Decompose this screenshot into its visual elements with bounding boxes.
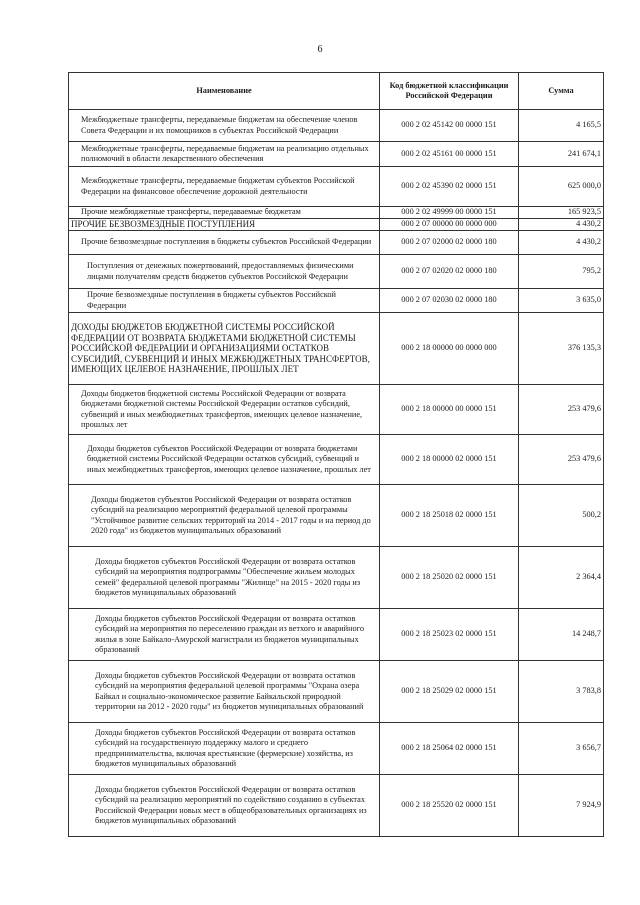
table-row [69,661,604,723]
table-row [69,775,604,837]
row-code: 000 2 18 25018 02 0000 151 [380,485,519,547]
row-code: 000 2 02 45161 00 0000 151 [380,142,519,167]
row-name: Прочие безвозмездные поступления в бюджеты субъектов Российской Федерации [69,231,380,255]
row-name: Прочие межбюджетные трансферты, передаваемые бюджетам [69,207,380,219]
row-sum: 253 479,6 [519,435,604,485]
table-row [69,313,604,385]
table-row [69,289,604,313]
row-sum: 500,2 [519,485,604,547]
row-sum: 4 430,2 [519,219,604,231]
row-code: 000 2 18 25520 02 0000 151 [380,775,519,837]
row-name: Поступления от денежных пожертвований, предоставляемых физическими лицами получателям средств бюджетов субъектов Российской Федерации [69,255,380,289]
row-code: 000 2 07 00000 00 0000 000 [380,219,519,231]
table-row [69,723,604,775]
row-name: Доходы бюджетов субъектов Российской Федерации от возврата остатков субсидий на мероприятия подпрограммы "Обеспечение жильем молодых семей" федеральной целевой программы "Жилище" на 2015 - 2020 годы из бюджетов муниципальных образований [69,547,380,609]
header-sum: Сумма [519,73,604,110]
header-name: Наименование [69,73,380,110]
row-name: Доходы бюджетов субъектов Российской Федерации от возврата остатков субсидий на реализацию мероприятий по содействию созданию в субъектах Российской Федерации новых мест в общеобразовательных организациях из бюджетов муниципальных образований [69,775,380,837]
row-sum: 4 165,5 [519,110,604,142]
table-row [69,207,604,219]
row-name: Межбюджетные трансферты, передаваемые бюджетам субъектов Российской Федерации на финансовое обеспечение дорожной деятельности [69,167,380,207]
row-code: 000 2 18 25029 02 0000 151 [380,661,519,723]
table-row [69,231,604,255]
row-sum: 7 924,9 [519,775,604,837]
row-name: Прочие безвозмездные поступления в бюджеты субъектов Российской Федерации [69,289,380,313]
table-row [69,435,604,485]
row-name: ПРОЧИЕ БЕЗВОЗМЕЗДНЫЕ ПОСТУПЛЕНИЯ [69,219,380,231]
row-name: Доходы бюджетов субъектов Российской Федерации от возврата остатков субсидий на реализацию мероприятий федеральной целевой программы "Устойчивое развитие сельских территорий на 2014 - 2017 годы и на период до 2020 года" из бюджетов муниципальных образований [69,485,380,547]
table-row [69,110,604,142]
row-code: 000 2 02 49999 00 0000 151 [380,207,519,219]
row-sum: 14 248,7 [519,609,604,661]
row-name: Межбюджетные трансферты, передаваемые бюджетам на обеспечение членов Совета Федерации и их помощников в субъектах Российской Федерации [69,110,380,142]
row-name: Доходы бюджетов субъектов Российской Федерации от возврата остатков субсидий на государственную поддержку малого и среднего предпринимательства, включая крестьянские (фермерские) хозяйства, из бюджетов муниципальных образований [69,723,380,775]
row-code: 000 2 18 25064 02 0000 151 [380,723,519,775]
row-sum: 3 783,8 [519,661,604,723]
row-code: 000 2 07 02020 02 0000 180 [380,255,519,289]
row-code: 000 2 18 00000 02 0000 151 [380,435,519,485]
row-code: 000 2 18 25023 02 0000 151 [380,609,519,661]
row-code: 000 2 18 00000 00 0000 151 [380,385,519,435]
row-sum: 241 674,1 [519,142,604,167]
table-row [69,167,604,207]
table-row [69,609,604,661]
row-sum: 2 364,4 [519,547,604,609]
row-sum: 376 135,3 [519,313,604,385]
table-row [69,219,604,231]
row-name: ДОХОДЫ БЮДЖЕТОВ БЮДЖЕТНОЙ СИСТЕМЫ РОССИЙСКОЙ ФЕДЕРАЦИИ ОТ ВОЗВРАТА БЮДЖЕТАМИ БЮДЖЕТНОЙ СИСТЕМЫ РОССИЙСКОЙ ФЕДЕРАЦИИ И ОРГАНИЗАЦИЯМИ ОСТАТКОВ СУБСИДИЙ, СУБВЕНЦИЙ И ИНЫХ МЕЖБЮДЖЕТНЫХ ТРАНСФЕРТОВ, ИМЕЮЩИХ ЦЕЛЕВОЕ НАЗНАЧЕНИЕ, ПРОШЛЫХ ЛЕТ [69,313,380,385]
row-name: Доходы бюджетов субъектов Российской Федерации от возврата остатков субсидий на мероприятия по переселению граждан из ветхого и аварийного жилья в зоне Байкало-Амурской магистрали из бюджетов муниципальных образований [69,609,380,661]
table-row [69,385,604,435]
table-row [69,547,604,609]
row-sum: 625 000,0 [519,167,604,207]
row-name: Доходы бюджетов субъектов Российской Федерации от возврата остатков субсидий на мероприятия федеральной целевой программы "Охрана озера Байкал и социально-экономическое развитие Байкальской природной территории на 2012 - 2020 годы" из бюджетов муниципальных образований [69,661,380,723]
row-name: Доходы бюджетов субъектов Российской Федерации от возврата бюджетами бюджетной системы Российской Федерации остатков субсидий, субвенций и иных межбюджетных трансфертов, имеющих целевое назначение, прошлых лет [69,435,380,485]
row-code: 000 2 02 45142 00 0000 151 [380,110,519,142]
row-code: 000 2 18 25020 02 0000 151 [380,547,519,609]
row-sum: 795,2 [519,255,604,289]
budget-table [68,72,604,837]
row-code: 000 2 07 02030 02 0000 180 [380,289,519,313]
header-code: Код бюджетной классификации Российской Федерации [380,73,519,110]
row-sum: 253 479,6 [519,385,604,435]
row-sum: 165 923,5 [519,207,604,219]
row-sum: 4 430,2 [519,231,604,255]
table-row [69,142,604,167]
row-name: Межбюджетные трансферты, передаваемые бюджетам на реализацию отдельных полномочий в области лекарственного обеспечения [69,142,380,167]
row-name: Доходы бюджетов бюджетной системы Российской Федерации от возврата бюджетами бюджетной системы Российской Федерации остатков субсидий, субвенций и иных межбюджетных трансфертов, имеющих целевое назначение, прошлых лет [69,385,380,435]
row-sum: 3 656,7 [519,723,604,775]
row-code: 000 2 18 00000 00 0000 000 [380,313,519,385]
row-code: 000 2 07 02000 02 0000 180 [380,231,519,255]
page-number: 6 [317,44,323,55]
table-row [69,255,604,289]
table-header-row [69,73,604,110]
table-row [69,485,604,547]
row-code: 000 2 02 45390 02 0000 151 [380,167,519,207]
row-sum: 3 635,0 [519,289,604,313]
